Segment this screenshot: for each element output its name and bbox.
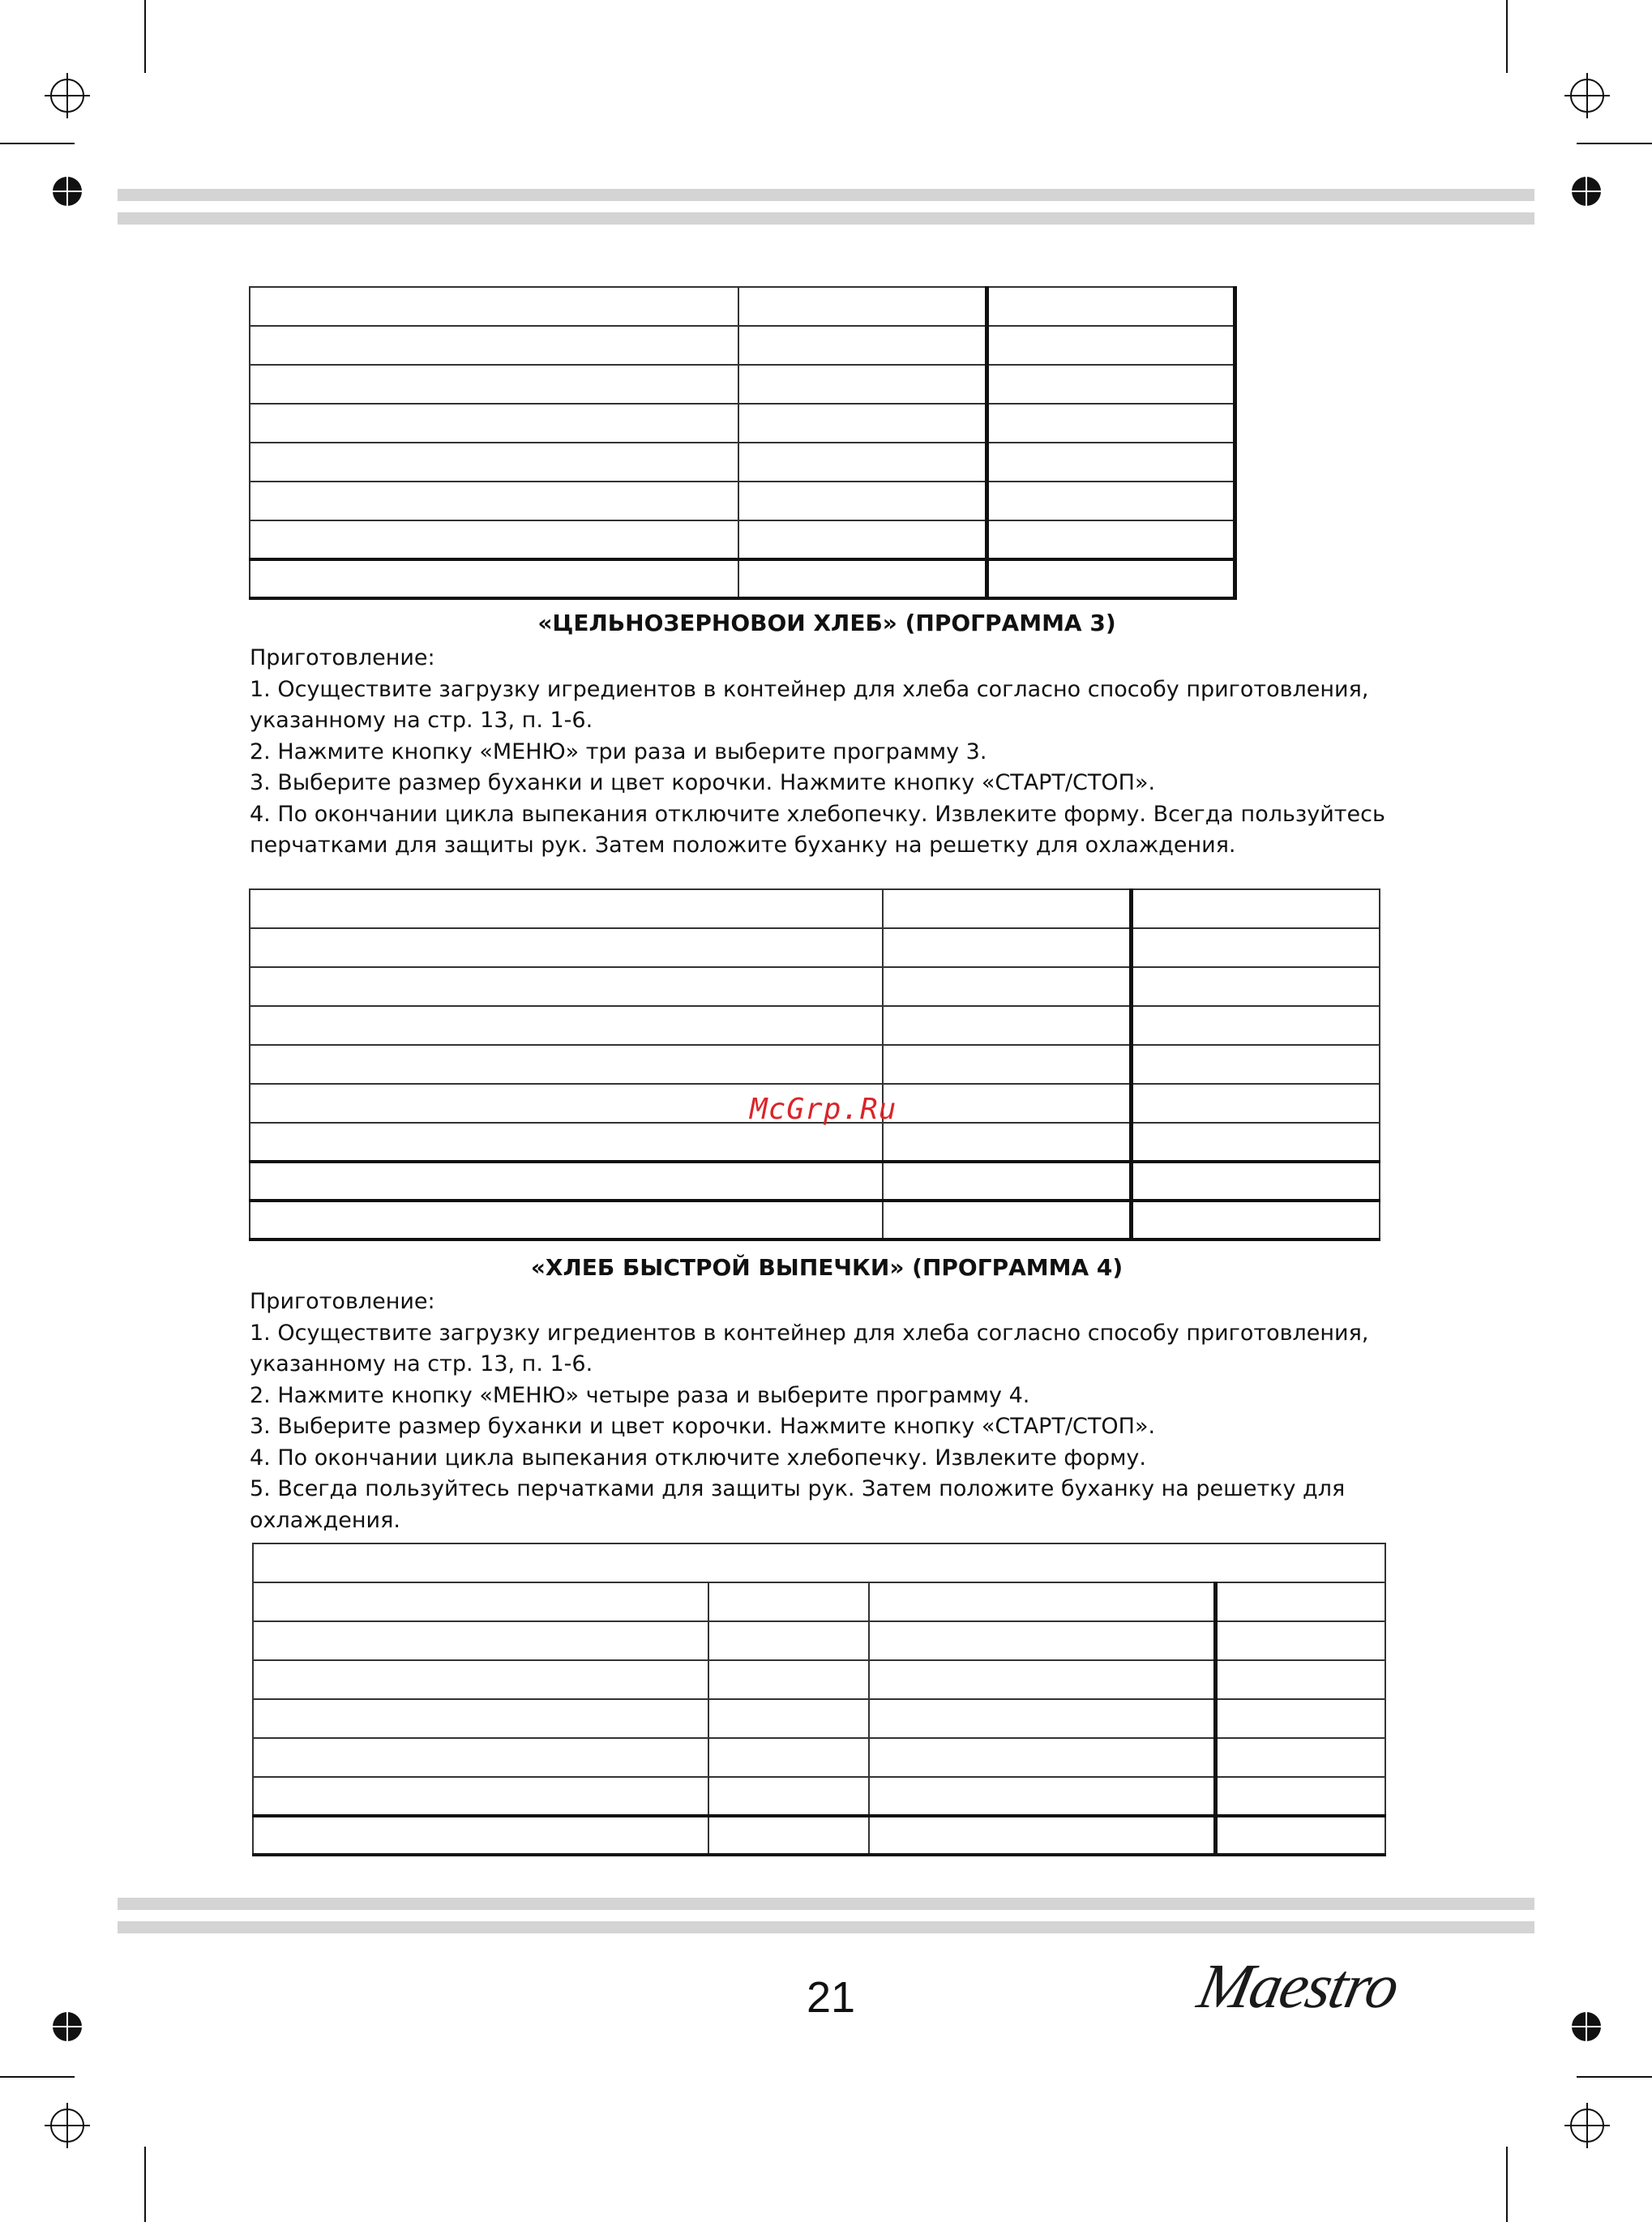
instruction-line: Приготовление: xyxy=(250,1289,435,1314)
registration-mark-icon xyxy=(45,73,90,118)
brand-logo: Maestro xyxy=(1192,1950,1405,2021)
target-dot-icon xyxy=(1570,175,1603,208)
section-instructions xyxy=(250,1287,1466,1536)
instruction-line: Приготовление: xyxy=(250,645,435,670)
footer-band xyxy=(118,1921,1534,1933)
instruction-line: 5. Всегда пользуйтесь перчатками для защиты рук. Затем положите буханку на решетку для xyxy=(250,1476,1346,1501)
crop-mark xyxy=(144,2147,146,2222)
instruction-line: охлаждения. xyxy=(250,1507,400,1533)
instruction-line: 1. Осуществите загрузку игредиентов в контейнер для хлеба согласно способу приготовления, xyxy=(250,1320,1369,1346)
page-number: 21 xyxy=(806,1973,856,2022)
header-band xyxy=(118,189,1534,201)
instruction-line: указанному на стр. 13, п. 1-6. xyxy=(250,1351,593,1376)
section-heading: «ЦЕЛЬНОЗЕРНОВОИ ХЛЕБ» (ПРОГРАММА 3) xyxy=(537,610,1116,636)
instruction-line: 1. Осуществите загрузку игредиентов в контейнер для хлеба согласно способу приготовления, xyxy=(250,676,1369,702)
section-heading: «ХЛЕБ БЫСТРОЙ ВЫПЕЧКИ» (ПРОГРАММА 4) xyxy=(530,1254,1123,1281)
registration-mark-icon xyxy=(45,2103,90,2148)
instruction-line: 2. Нажмите кнопку «МЕНЮ» четыре раза и выберите программу 4. xyxy=(250,1382,1030,1408)
instruction-line: 2. Нажмите кнопку «МЕНЮ» три раза и выберите программу 3. xyxy=(250,739,987,764)
crop-mark xyxy=(1577,2076,1652,2078)
crop-mark xyxy=(1506,0,1508,73)
crop-mark xyxy=(0,2076,75,2078)
crop-mark xyxy=(144,0,146,73)
instruction-line: 4. По окончании цикла выпекания отключите хлебопечку. Извлеките форму. Всегда пользуйтесь xyxy=(250,801,1385,827)
crop-mark xyxy=(1577,143,1652,144)
instruction-line: 4. По окончании цикла выпекания отключите хлебопечку. Извлеките форму. xyxy=(250,1445,1146,1471)
ingredients-table-program-3 xyxy=(249,888,1380,1241)
footer-band xyxy=(118,1898,1534,1910)
ingredients-table-program-4 xyxy=(252,1543,1386,1856)
target-dot-icon xyxy=(51,2010,83,2043)
ingredients-table-program-2 xyxy=(249,286,1237,600)
instruction-line: перчатками для защиты рук. Затем положите буханку на решетку для охлаждения. xyxy=(250,833,1236,858)
section-instructions xyxy=(250,643,1466,862)
instruction-line: 3. Выберите размер буханки и цвет корочки. Нажмите кнопку «СТАРТ/СТОП». xyxy=(250,770,1156,795)
target-dot-icon xyxy=(1570,2010,1603,2043)
instruction-line: указанному на стр. 13, п. 1-6. xyxy=(250,708,593,733)
registration-mark-icon xyxy=(1564,73,1610,118)
crop-mark xyxy=(0,143,75,144)
header-band xyxy=(118,212,1534,225)
instruction-line: 3. Выберите размер буханки и цвет корочки. Нажмите кнопку «СТАРТ/СТОП». xyxy=(250,1414,1156,1439)
target-dot-icon xyxy=(51,175,83,208)
crop-mark xyxy=(1506,2147,1508,2222)
watermark: McGrp.Ru xyxy=(750,1093,897,1126)
registration-mark-icon xyxy=(1564,2103,1610,2148)
